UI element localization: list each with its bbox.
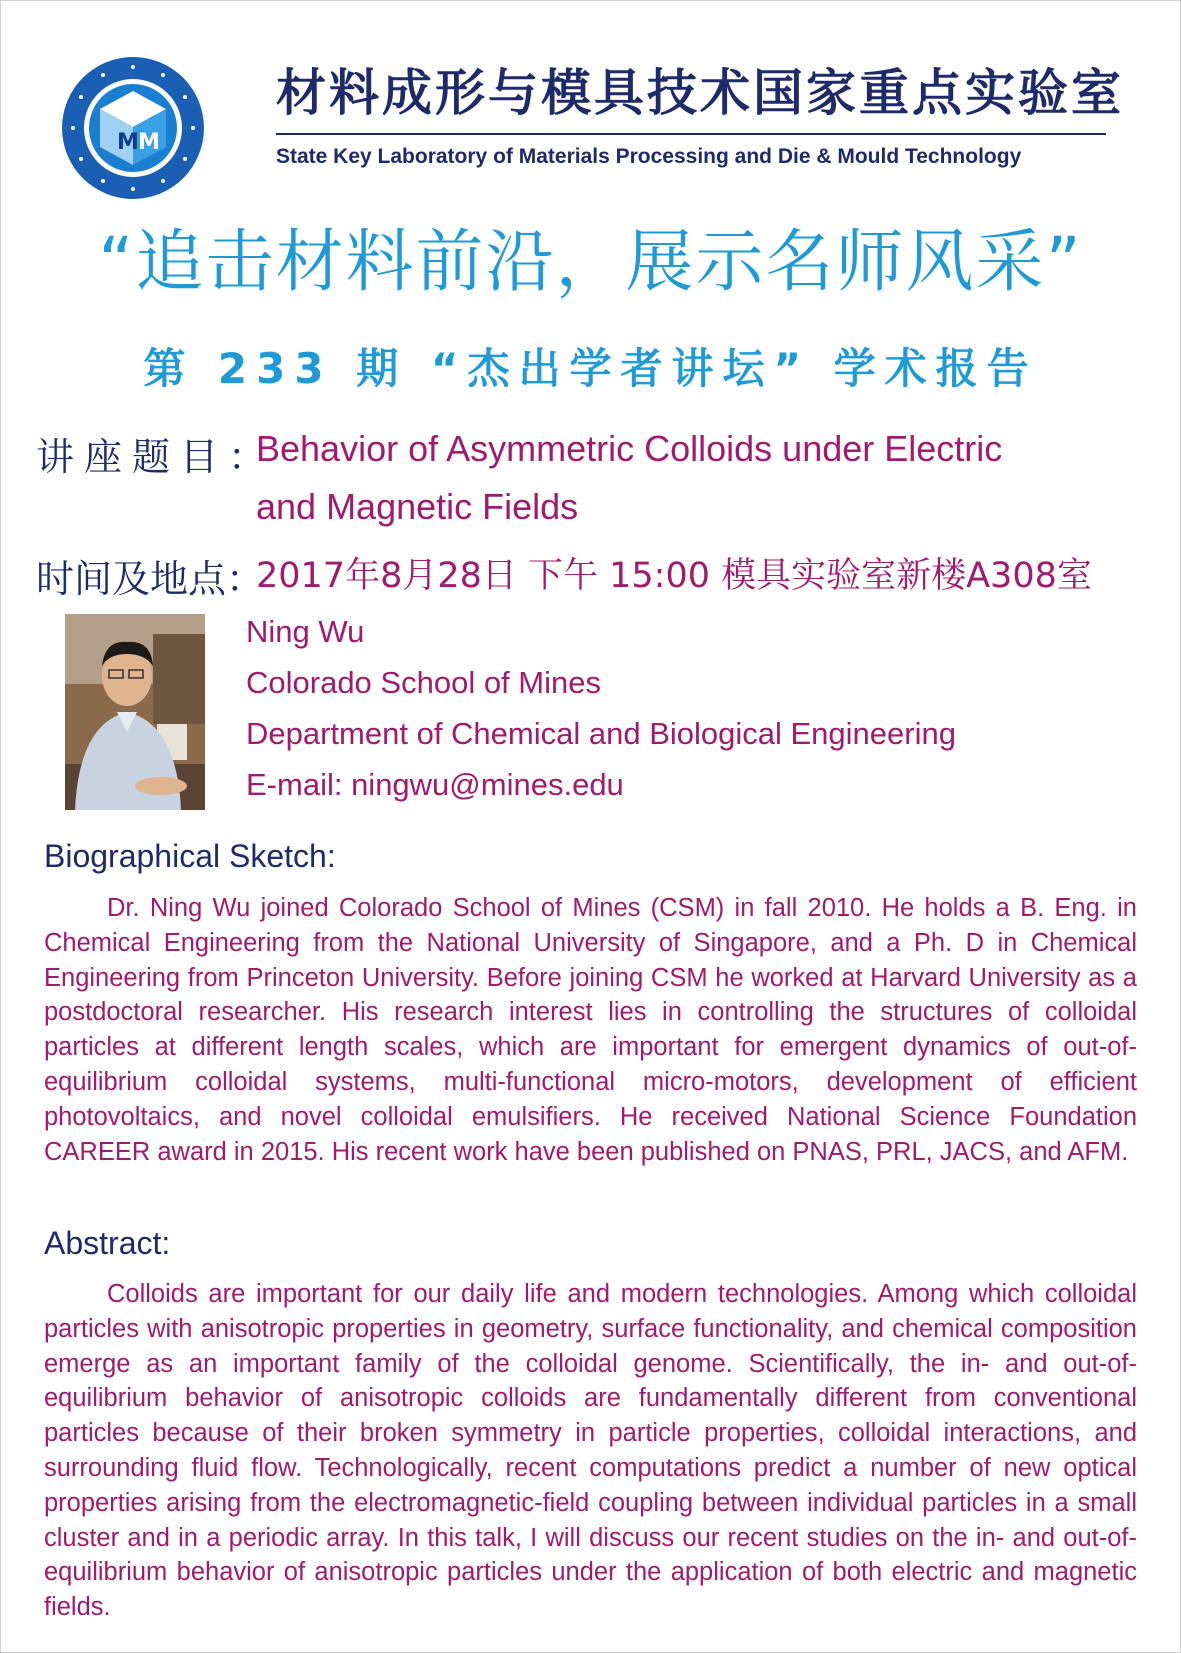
topic-line-1: Behavior of Asymmetric Colloids under Electric bbox=[256, 428, 1003, 469]
speaker-photo-icon bbox=[65, 614, 205, 810]
speaker-name: Ning Wu bbox=[246, 614, 365, 649]
lab-name-en: State Key Laboratory of Materials Processing and Die & Mould Technology bbox=[276, 145, 1022, 168]
abstract-text: Colloids are important for our daily life and modern technologies. Among which colloidal particles with anisotropic properties in geometry, surface functionality, and chemical composition emerge as an important family of the colloidal genome. Scientifically, the in- and out-of-equilibrium behavior of anisotropic colloids are fundamentally different from conventional particles because of their broken symmetry in particle properties, colloidal interactions, and surrounding fluid flow. Technologically, recent computations predict a number of new optical properties arising from the electromagnetic-field coupling between individual particles in a small cluster and in a periodic array. In this talk, I will discuss our recent studies on the in- and out-of-equilibrium behavior of anisotropic particles under the application of both electric and magnetic fields. bbox=[44, 1280, 1137, 1622]
svg-text:M: M bbox=[117, 130, 139, 155]
bio-title: Biographical Sketch: bbox=[44, 838, 336, 874]
time-place-value: 2017年8月28日 下午 15:00 模具实验室新楼A308室 bbox=[256, 556, 1092, 596]
svg-text:M: M bbox=[138, 130, 160, 155]
topic-label: 讲座题目： bbox=[36, 435, 277, 479]
lab-name-cn: 材料成形与模具技术国家重点实验室 bbox=[276, 64, 1124, 122]
slogan: “追击材料前沿，展示名师风采” bbox=[98, 223, 1083, 302]
speaker-email: E-mail: ningwu@mines.edu bbox=[246, 767, 624, 802]
lab-logo-icon bbox=[60, 55, 206, 201]
abstract-title: Abstract: bbox=[44, 1225, 171, 1261]
time-place-label: 时间及地点： bbox=[36, 557, 265, 601]
series-title: 第 233 期 “杰出学者讲坛” 学术报告 bbox=[143, 344, 1038, 393]
speaker-department: Department of Chemical and Biological Engineering bbox=[246, 716, 956, 751]
bio-text: Dr. Ning Wu joined Colorado School of Mines (CSM) in fall 2010. He holds a B. Eng. in Chemical Engineering from the National University of Singapore, and a Ph. D in Chemical Engineering from Princeton University. Before joining CSM he worked at Harvard University as a postdoctoral researcher. His research interest lies in controlling the structures of colloidal particles at different length scales, which are important for emergent dynamics of out-of-equilibrium colloidal systems, multi-functional micro-motors, development of efficient photovoltaics, and novel colloidal emulsifiers. He received National Science Foundation CAREER award in 2015. His recent work have been published on PNAS, PRL, JACS, and AFM. bbox=[44, 894, 1137, 1166]
speaker-school: Colorado School of Mines bbox=[246, 665, 601, 700]
topic-line-2: and Magnetic Fields bbox=[256, 486, 579, 527]
header-divider bbox=[276, 133, 1106, 135]
